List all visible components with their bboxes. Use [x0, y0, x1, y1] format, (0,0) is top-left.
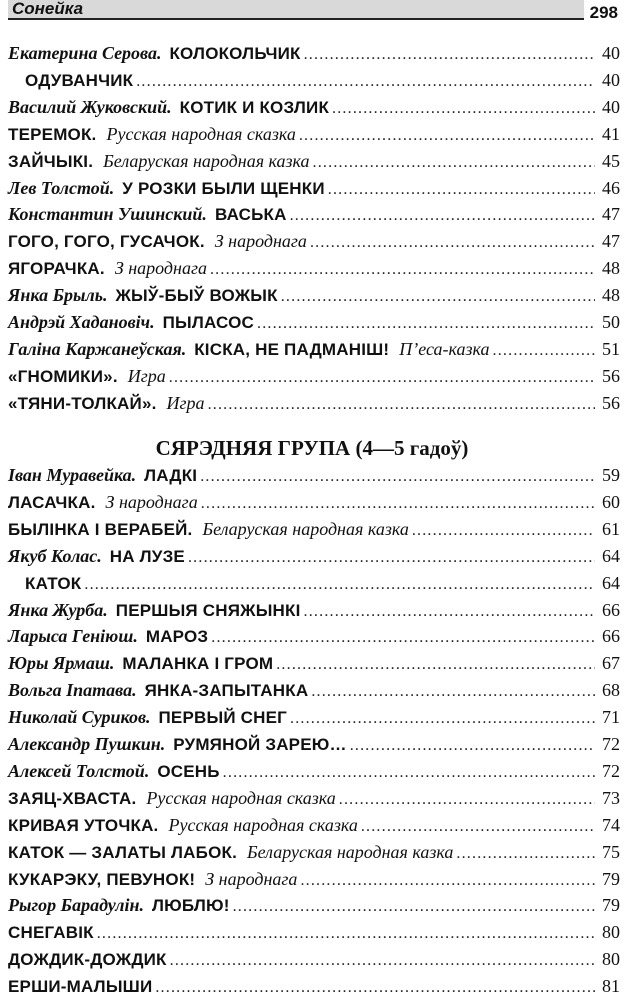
entry-page-number: 80 — [602, 922, 620, 943]
toc-entry — [8, 489, 620, 515]
dot-leader — [310, 230, 595, 256]
entry-page-number: 47 — [602, 204, 620, 225]
toc-entry — [8, 40, 620, 66]
entry-note: З народнага — [105, 491, 198, 512]
dot-leader — [188, 545, 595, 571]
entry-note: Беларуская народная казка — [202, 518, 409, 539]
entry-title: МАРОЗ — [145, 627, 209, 647]
entry-author: Рыгор Барадулін. — [8, 895, 144, 916]
toc-entry — [8, 597, 620, 623]
entry-author: Юры Ярмаш. — [8, 653, 115, 674]
dot-leader — [276, 652, 595, 678]
entry-title: ПЫЛАСОС — [162, 313, 254, 332]
entry-note: Русская народная сказка — [146, 787, 336, 808]
entry-page-number: 64 — [602, 572, 620, 593]
dot-leader — [290, 203, 595, 229]
dot-leader — [233, 894, 595, 920]
section-heading: СЯРЭДНЯЯ ГРУПА (4—5 гадоў) — [155, 436, 469, 460]
toc-entry — [8, 731, 620, 757]
toc-entry — [8, 94, 620, 120]
toc-entry — [8, 201, 620, 227]
entry-title: ПЕРШЫЯ СНЯЖЫНКІ — [115, 600, 301, 620]
toc-entry — [8, 623, 620, 649]
toc-entry — [8, 462, 620, 488]
entry-page-number: 71 — [602, 707, 620, 728]
toc-entry — [8, 919, 620, 945]
dot-leader — [201, 491, 595, 517]
entry-page-number: 51 — [602, 338, 620, 359]
dot-leader — [97, 921, 595, 947]
entry-page-number: 79 — [602, 895, 620, 916]
entry-title: ДОЖДИК-ДОЖДИК — [8, 950, 167, 970]
book-title: Сонейка — [12, 0, 84, 18]
entry-page-number: 80 — [602, 949, 620, 970]
dot-leader — [211, 625, 595, 651]
dot-leader — [257, 311, 595, 337]
dot-leader — [313, 150, 595, 176]
toc-entry — [8, 228, 620, 254]
toc-entry — [8, 677, 620, 703]
entry-title: «ГНОМИКИ». — [8, 366, 118, 386]
entry-page-number: 73 — [602, 787, 620, 808]
entry-title: У РОЗКИ БЫЛИ ЩЕНКИ — [122, 178, 325, 198]
entry-page-number: 50 — [602, 312, 620, 332]
entry-title: ОДУВАНЧИК — [25, 70, 134, 90]
entry-title: КОЛОКОЛЬЧИК — [169, 44, 301, 63]
entry-page-number: 41 — [602, 123, 620, 144]
dot-leader — [299, 123, 595, 149]
dot-leader — [170, 948, 595, 974]
entry-page-number: 67 — [602, 653, 620, 674]
toc-entry — [8, 785, 620, 811]
toc-entry — [8, 516, 620, 542]
entry-title: МАЛАНКА І ГРОМ — [122, 654, 274, 674]
entry-title: ЕРШИ-МАЛЫШИ — [8, 977, 153, 997]
entry-note: Русская народная сказка — [168, 814, 358, 835]
dot-leader — [290, 706, 595, 732]
entry-note: Беларуская народная казка — [247, 841, 454, 862]
entry-title: ЯГОРАЧКА. — [8, 259, 105, 279]
dot-leader — [200, 464, 595, 490]
entry-title: ЗАЯЦ-ХВАСТА. — [8, 788, 137, 808]
dot-leader — [412, 518, 595, 544]
dot-leader — [493, 338, 595, 364]
toc-entry — [8, 704, 620, 730]
dot-leader — [210, 257, 595, 283]
entry-page-number: 68 — [602, 680, 620, 701]
dot-leader — [223, 760, 595, 786]
entry-page-number: 40 — [602, 69, 620, 90]
entry-title: ЛАСАЧКА. — [8, 492, 96, 512]
entry-note: Игра — [166, 392, 205, 413]
entry-title: КУКАРЭКУ, ПЕВУНОК! — [8, 869, 196, 889]
entry-author: Іван Муравейка. — [8, 465, 137, 485]
toc-entry — [8, 570, 620, 596]
dot-leader — [328, 177, 595, 203]
dot-leader — [169, 365, 595, 391]
entry-title: ОСЕНЬ — [157, 761, 220, 781]
entry-note: З народнага — [205, 868, 298, 889]
entry-page-number: 59 — [602, 465, 620, 485]
entry-page-number: 75 — [602, 841, 620, 862]
entry-page-number: 74 — [602, 814, 620, 835]
entry-title: КІСКА, НЕ ПАДМАНІШ! — [194, 339, 390, 359]
entry-author: Андрэй Хадановіч. — [8, 312, 155, 332]
entry-title: КРИВАЯ УТОЧКА. — [8, 815, 159, 835]
dot-leader — [304, 42, 595, 68]
dot-leader — [332, 96, 595, 122]
entry-author: Вольга Іпатава. — [8, 680, 137, 701]
entry-page-number: 48 — [602, 258, 620, 279]
entry-title: «ТЯНИ-ТОЛКАЙ». — [8, 393, 157, 413]
entry-title: ЯНКА-ЗАПЫТАНКА — [144, 681, 309, 701]
entry-author: Лев Толстой. — [8, 177, 115, 198]
entry-note: Русская народная сказка — [106, 123, 296, 144]
entry-author: Василий Жуковский. — [8, 96, 172, 117]
entry-title: БЫЛІНКА І ВЕРАБЕЙ. — [8, 519, 193, 539]
entry-title: ГОГО, ГОГО, ГУСАЧОК. — [8, 232, 205, 252]
toc-entry — [8, 973, 620, 999]
entry-page-number: 79 — [602, 868, 620, 889]
entry-page-number: 81 — [602, 976, 620, 997]
entry-page-number: 72 — [602, 760, 620, 781]
entry-title: ВАСЬКА — [214, 205, 287, 225]
entry-page-number: 66 — [602, 626, 620, 647]
entry-page-number: 61 — [602, 518, 620, 539]
entry-author: Александр Пушкин. — [8, 734, 166, 754]
toc-entry — [8, 866, 620, 892]
toc-entry — [8, 282, 620, 308]
entry-page-number: 60 — [602, 491, 620, 512]
entry-title: КАТОК — [25, 573, 82, 593]
entry-page-number: 48 — [602, 285, 620, 306]
entry-title: СНЕГАВІК — [8, 923, 94, 943]
entry-author: Янка Журба. — [8, 599, 108, 620]
entry-author: Екатерина Серова. — [8, 43, 162, 63]
entry-page-number: 72 — [602, 734, 620, 754]
dot-leader — [361, 814, 595, 840]
entry-page-number: 56 — [602, 365, 620, 386]
entry-author: Янка Брыль. — [8, 285, 108, 306]
entry-note: Беларуская народная казка — [103, 150, 310, 171]
dot-leader — [281, 284, 595, 310]
entry-note: Игра — [127, 365, 166, 386]
entry-title: ЗАЙЧЫКІ. — [8, 151, 94, 171]
entry-title: ЛЮБЛЮ! — [152, 896, 230, 916]
entry-page-number: 47 — [602, 231, 620, 252]
page-number: 298 — [589, 3, 618, 22]
entry-author: Николай Суриков. — [8, 707, 151, 728]
toc-entry — [8, 839, 620, 865]
toc-entry — [8, 121, 620, 147]
entry-author: Алексей Толстой. — [8, 760, 150, 781]
dot-leader — [84, 572, 595, 598]
entry-page-number: 56 — [602, 392, 620, 413]
toc-entry — [8, 67, 620, 93]
entry-page-number: 40 — [602, 43, 620, 63]
dot-leader — [339, 787, 595, 813]
dot-leader — [304, 599, 595, 625]
entry-title: ПЕРВЫЙ СНЕГ — [158, 708, 287, 728]
toc-entry — [8, 175, 620, 201]
header-bar — [8, 0, 584, 20]
toc-entry — [8, 892, 620, 918]
dot-leader — [300, 868, 595, 894]
entry-page-number: 46 — [602, 177, 620, 198]
entry-title: НА ЛУЗЕ — [109, 546, 185, 566]
toc-entry — [8, 363, 620, 389]
toc-entry — [8, 650, 620, 676]
entry-title: ЛАДКІ — [144, 466, 198, 485]
page-header — [0, 0, 624, 24]
toc-entry — [8, 946, 620, 972]
dot-leader — [350, 733, 595, 759]
dot-leader — [155, 975, 595, 1000]
toc-entry — [8, 543, 620, 569]
dot-leader — [136, 69, 595, 95]
dot-leader — [456, 841, 595, 867]
entry-title: ТЕРЕМОК. — [8, 124, 97, 144]
entry-page-number: 45 — [602, 150, 620, 171]
entry-author: Ларыса Геніюш. — [8, 626, 138, 647]
toc-entry — [8, 812, 620, 838]
dot-leader — [208, 392, 595, 418]
entry-note: З народнага — [114, 258, 207, 279]
toc-entry — [8, 309, 620, 335]
toc-entry — [8, 255, 620, 281]
toc-entry — [8, 148, 620, 174]
entry-author: Константин Ушинский. — [8, 204, 207, 225]
entry-title: ЖЫЎ-БЫЎ ВОЖЫК — [115, 286, 278, 306]
toc-entry — [8, 390, 620, 416]
entry-page-number: 64 — [602, 545, 620, 566]
entry-author: Якуб Колас. — [8, 545, 102, 566]
entry-title: КОТИК И КОЗЛИК — [179, 97, 330, 117]
toc-entry — [8, 336, 620, 362]
entry-note: П’еса-казка — [399, 338, 490, 359]
toc-entry — [8, 758, 620, 784]
entry-page-number: 66 — [602, 599, 620, 620]
dot-leader — [311, 679, 595, 705]
entry-author: Галіна Каржанеўская. — [8, 338, 187, 359]
entry-note: З народнага — [214, 231, 307, 252]
entry-title: РУМЯНОЙ ЗАРЕЮ… — [173, 735, 347, 754]
entry-title: КАТОК — ЗАЛАТЫ ЛАБОК. — [8, 842, 238, 862]
entry-page-number: 40 — [602, 96, 620, 117]
